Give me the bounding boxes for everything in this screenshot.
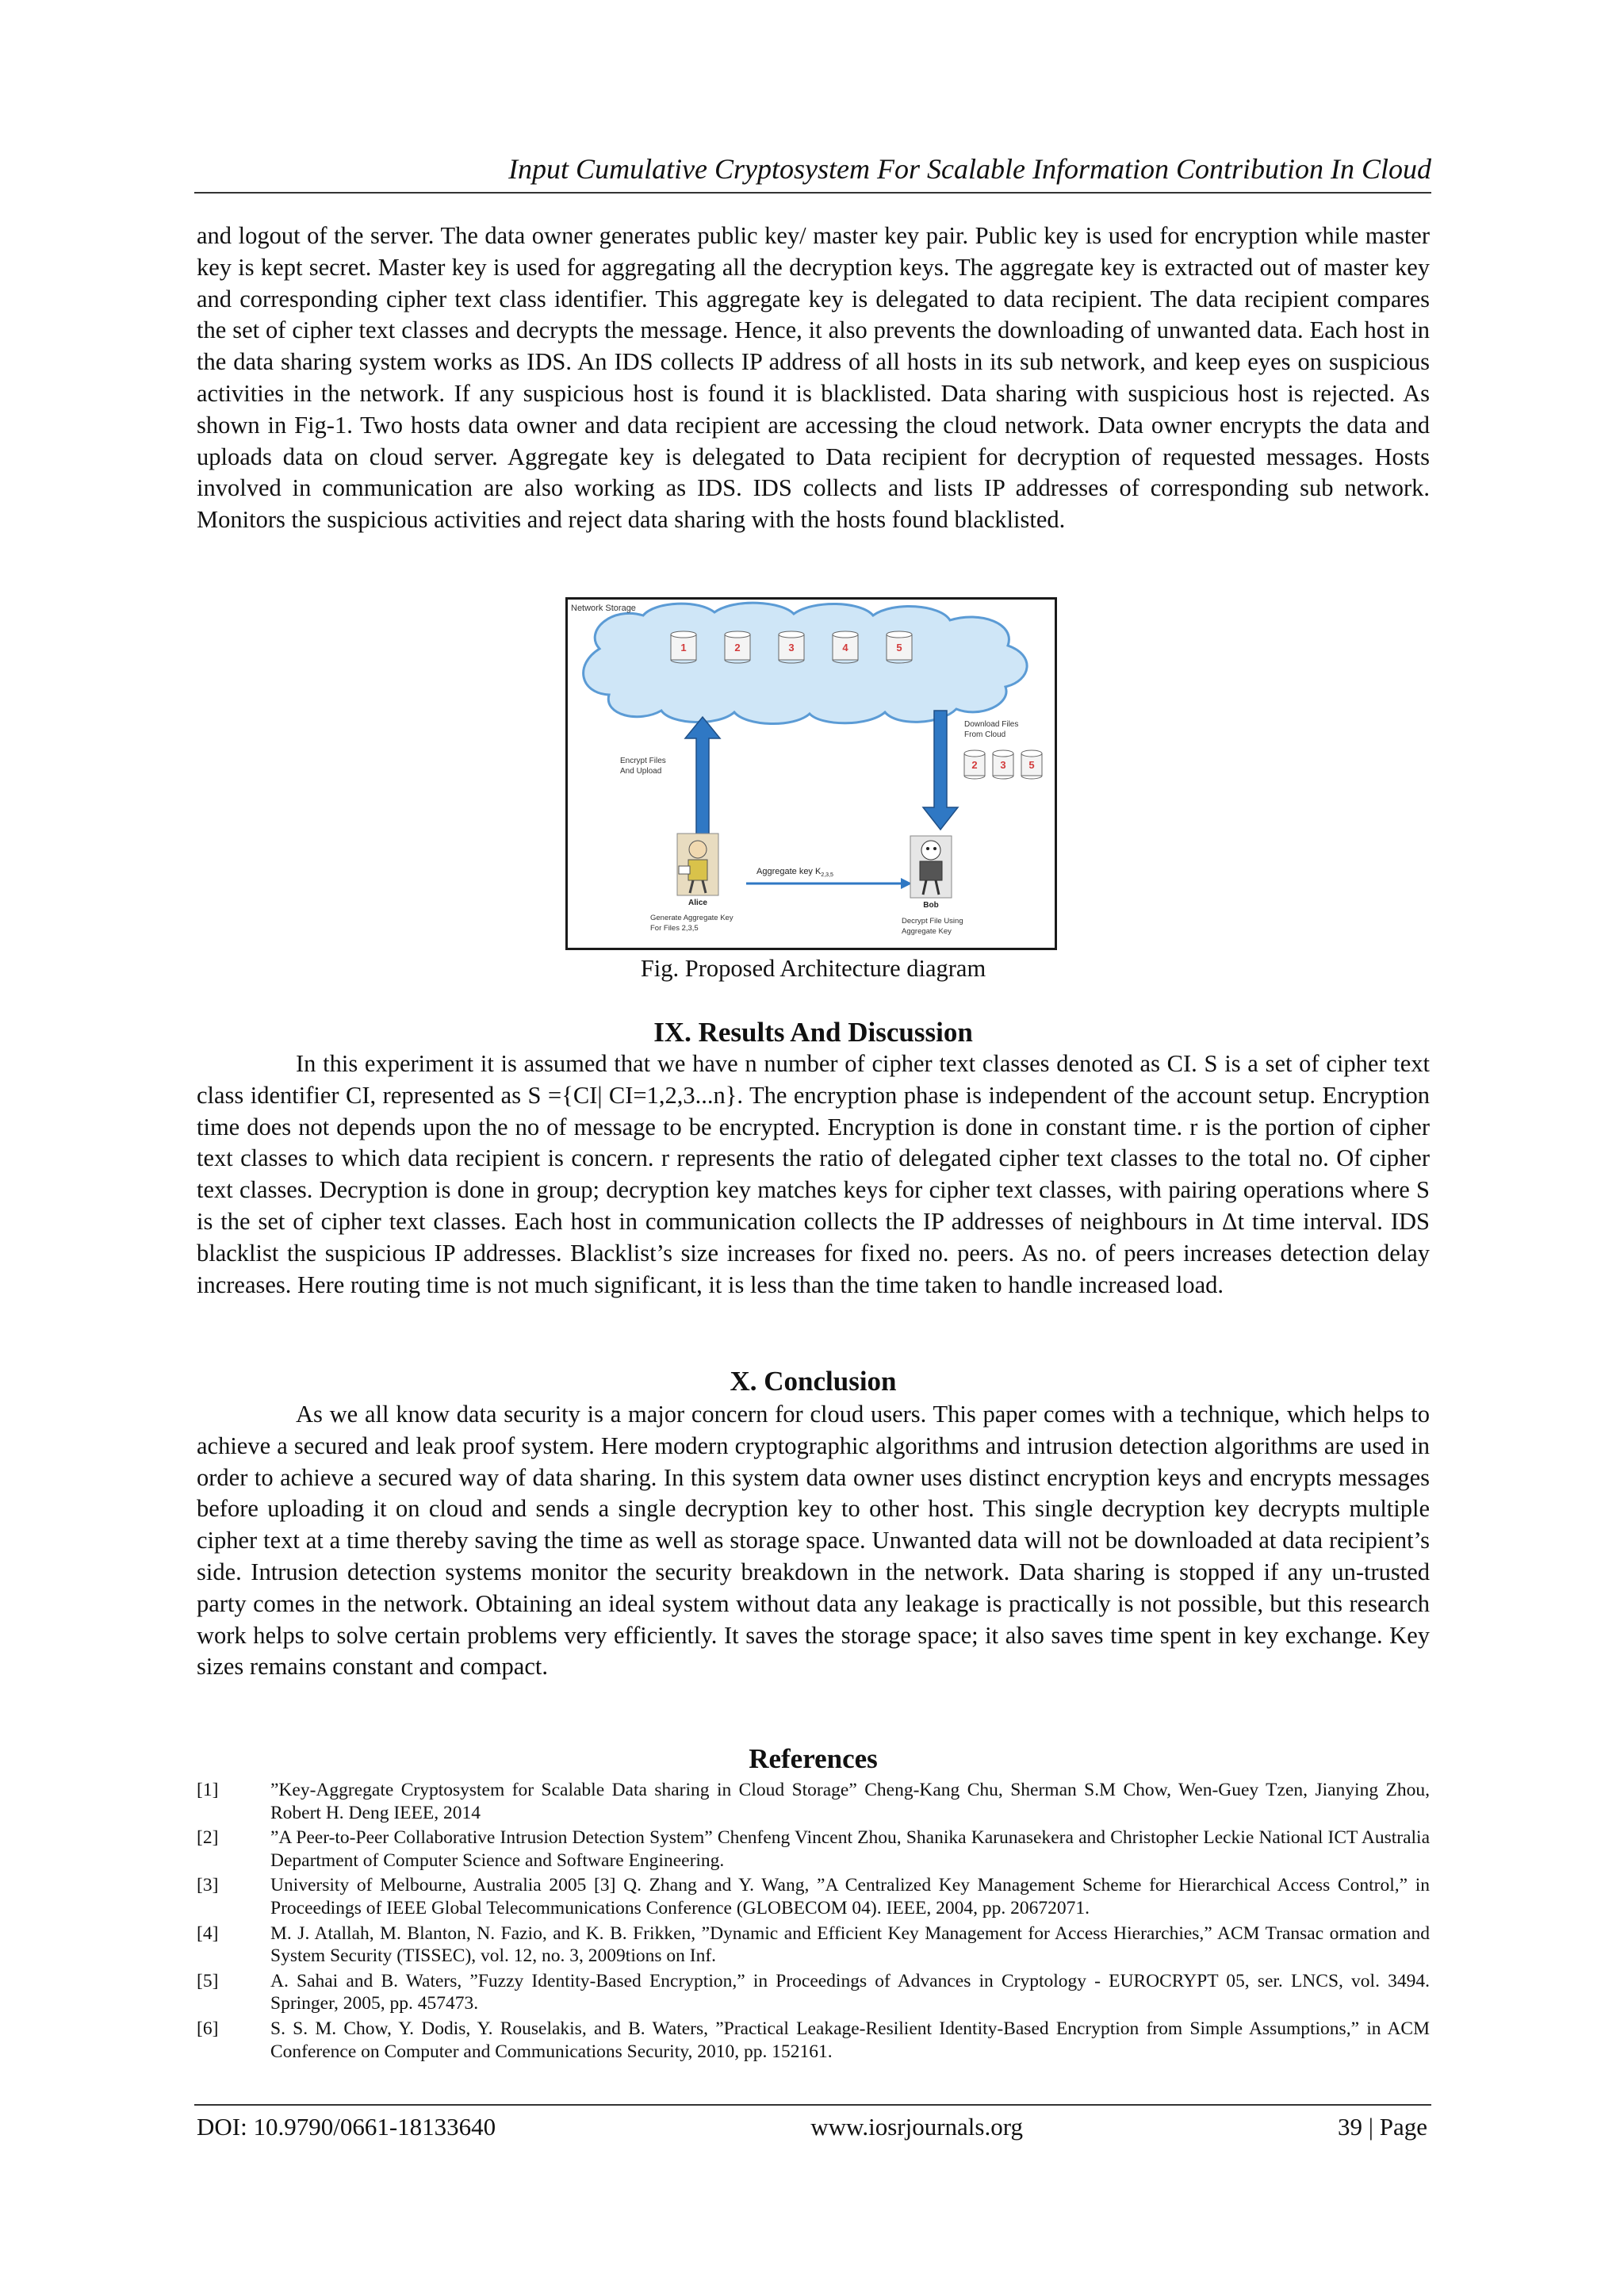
file-cylinder (993, 750, 1013, 779)
conclusion-text: As we all know data security is a major concern for cloud users. This paper comes with a technique, which helps to achieve a secured and leak proof system. Here modern cryptographic algorithms and intrusion detection algorithms are used in order to achieve a secured way of data sharing. In this system data owner uses distinct encryption keys and encrypts messages before uploading it on cloud and sends a single decryption key to other host. This single decryption key decrypts multiple cipher text at a time thereby saving the time as well as storage space. Unwanted data will not be downloaded at data recipient’s side. Intrusion detection systems monitor the security breakdown in the network. Data sharing is stopped if any un-trusted party comes in the network. Obtaining an ideal system without data any leakage is practically is not possible, but this research work helps to solve certain problems very efficiently. It saves the storage space; it also saves time spent in key exchange. Key sizes remains constant and compact. (197, 1401, 1430, 1681)
reference-number: [3] (197, 1875, 219, 1896)
reference-item (197, 1970, 1430, 2015)
download-label-2: From Cloud (964, 730, 1006, 739)
file-number: 2 (971, 759, 978, 771)
references-heading: References (749, 1743, 878, 1774)
bob-figure (910, 836, 952, 898)
alice-figure (677, 834, 718, 895)
figure-caption: Fig. Proposed Architecture diagram (640, 955, 986, 982)
running-header: Input Cumulative Cryptosystem For Scalable Information Contribution In Cloud (508, 153, 1431, 185)
file-number: 5 (896, 642, 902, 654)
alice-name: Alice (688, 899, 707, 907)
encrypt-label-1: Encrypt Files (620, 757, 666, 765)
reference-number: [6] (197, 2018, 219, 2039)
downloaded-files (964, 750, 1042, 779)
reference-text: A. Sahai and B. Waters, ”Fuzzy Identity-Based Encryption,” in Proceedings of Advances in Cryptology - EUROCRYPT 05, ser. LNCS, vol. 3494. Springer, 2005, pp. 457473. (270, 1970, 1430, 2014)
aggregate-key-arrow (746, 878, 912, 889)
footer-website[interactable]: www.iosrjournals.org (810, 2113, 1023, 2141)
reference-text: University of Melbourne, Australia 2005 [3] Q. Zhang and Y. Wang, ”A Centralized Key Management Scheme for Hierarchical Access Control,” in Proceedings of IEEE Global Telecommunications Conference (GLOBECOM 04). IEEE, 2004, pp. 20672071. (270, 1875, 1430, 1918)
file-number: 2 (734, 642, 741, 654)
file-cylinder (833, 631, 858, 663)
file-cylinder (1021, 750, 1042, 779)
upload-arrow (685, 717, 720, 838)
reference-number: [2] (197, 1827, 219, 1849)
page-footer (197, 2112, 1427, 2142)
conclusion-section (197, 1399, 1430, 1683)
architecture-figure (565, 597, 1057, 950)
reference-item (197, 1826, 1430, 1872)
reference-text: ”A Peer-to-Peer Collaborative Intrusion Detection System” Chenfeng Vincent Zhou, Shanika Karunasekera and Christopher Leckie National ICT Australia Department of Computer Science and Software Engineering. (270, 1827, 1430, 1871)
aggregate-key-text: Aggregate key K (756, 867, 822, 876)
reference-text: ”Key-Aggregate Cryptosystem for Scalable Data sharing in Cloud Storage” Cheng-Kang Chu, Sherman S.M Chow, Wen-Guey Tzen, Jianying Zhou, Robert H. Deng IEEE, 2014 (270, 1780, 1430, 1823)
reference-number: [5] (197, 1970, 219, 1991)
reference-text: S. S. M. Chow, Y. Dodis, Y. Rouselakis, and B. Waters, ”Practical Leakage-Resilient Identity-Based Encryption from Simple Assumptions,” in ACM Conference on Computer and Communications Security, 2010, pp. 152161. (270, 2018, 1430, 2062)
architecture-diagram (568, 600, 1055, 948)
header-rule (194, 192, 1431, 194)
reference-item (197, 2018, 1430, 2063)
file-cylinder (779, 631, 804, 663)
file-cylinder (671, 631, 696, 663)
file-cylinder (887, 631, 912, 663)
intro-text: and logout of the server. The data owner generates public key/ master key pair. Public key is used for encryption while master key is kept secret. Master key is used for aggregating all the decryption keys. The aggregate key is extracted out of master key and corresponding cipher text class identifier. This aggregate key is delegated to data recipient. The data recipient compares the set of cipher text classes and decrypts the message. Hence, it also prevents the downloading of unwanted data. Each host in the data sharing system works as IDS. An IDS collects IP address of all hosts in its sub network, and keep eyes on suspicious activities in the network. If any suspicious host is found it is blacklisted. Data sharing with suspicious host is rejected. As shown in Fig-1. Two hosts data owner and data recipient are accessing the cloud network. Data owner encrypts the data and uploads data on cloud server. Aggregate key is delegated to Data recipient for decryption of requested messages. Hosts involved in communication are also working as IDS. IDS collects and lists IP addresses of corresponding sub network. Monitors the suspicious activities and reject data sharing with the hosts found blacklisted. (197, 222, 1430, 534)
results-text: In this experiment it is assumed that we have n number of cipher text classes denoted as CI. S is a set of cipher text class identifier CI, represented as S ={CI| CI=1,2,3...n}. The encryption phase is independent of the account setup. Encryption time does not depends upon the no of message to be encrypted. Encryption is done in constant time. r is the portion of cipher text classes to which data recipient is concern. r represents the ratio of delegated cipher text classes to the total no. Of cipher text classes. Decryption is done in group; decryption key matches keys for cipher text classes, with pairing operations where S is the set of cipher text classes. Each host in communication collects the IP addresses of neighbours in Δt time interval. IDS blacklist the suspicious IP addresses. Blacklist’s size increases for fixed no. peers. As no. of peers increases detection delay increases. Here routing time is not much significant, it is less than the time taken to handle increased load. (197, 1050, 1430, 1298)
bob-caption-1: Decrypt File Using (902, 917, 963, 926)
file-cylinder (964, 750, 985, 779)
reference-number: [4] (197, 1922, 219, 1944)
conclusion-heading: X. Conclusion (730, 1366, 897, 1397)
reference-item (197, 1922, 1430, 1968)
reference-number: [1] (197, 1780, 219, 1800)
results-heading: IX. Results And Discussion (653, 1017, 973, 1048)
results-section (197, 1048, 1430, 1301)
encrypt-label-2: And Upload (620, 767, 662, 776)
network-storage-label: Network Storage (571, 604, 636, 613)
alice-caption-2: For Files 2,3,5 (650, 924, 699, 933)
reference-text: M. J. Atallah, M. Blanton, N. Fazio, and K. B. Frikken, ”Dynamic and Efficient Key Management for Access Hierarchies,” ACM Transac ormation and System Security (TISSEC), vol. 12, no. 3, 2009tions on Inf. (270, 1922, 1430, 1967)
file-cylinder (725, 631, 750, 663)
file-number: 3 (1000, 759, 1006, 771)
bob-name: Bob (923, 901, 939, 910)
file-number: 1 (680, 642, 687, 654)
footer-rule (194, 2104, 1431, 2106)
reference-list (197, 1779, 1430, 2065)
file-number: 4 (842, 642, 848, 654)
reference-item (197, 1779, 1430, 1824)
aggregate-key-subscript: 2,3,5 (821, 872, 833, 878)
download-label-1: Download Files (964, 720, 1019, 729)
cloud-shape (584, 603, 1027, 723)
footer-page-number: 39 | Page (1338, 2113, 1427, 2141)
bob-caption-2: Aggregate Key (902, 927, 952, 936)
aggregate-key-label (756, 867, 833, 878)
alice-caption-1: Generate Aggregate Key (650, 914, 733, 922)
file-number: 3 (788, 642, 795, 654)
download-arrow (923, 711, 958, 830)
reference-item (197, 1874, 1430, 1919)
footer-doi: DOI: 10.9790/0661-18133640 (197, 2113, 496, 2141)
intro-paragraph (197, 220, 1430, 536)
file-number: 5 (1028, 759, 1035, 771)
